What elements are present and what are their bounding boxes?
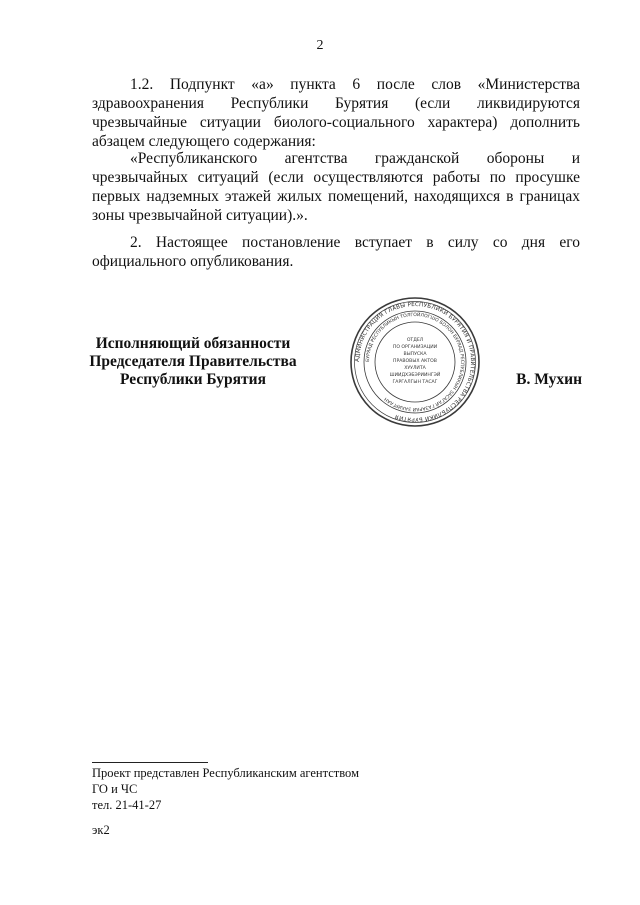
page-number: 2 xyxy=(316,38,324,53)
paragraph-effective-date: 2. Настоящее постановление вступает в силу со дня его официального опубликования. xyxy=(92,234,580,270)
stamp-center-text: ШИИДХЭБЭРИИНГЭЙ xyxy=(389,373,441,378)
stamp-outer-text: АДМИНИСТРАЦИЯ ГЛАВЫ РЕСПУБЛИКИ БУРЯТИЯ И ПРАВИТЕЛЬСТВА РЕСПУБЛИКИ БУРЯТИЯ xyxy=(354,301,476,423)
footnote-line: тел. 21-41-27 xyxy=(92,798,162,812)
signatory-title-line: Исполняющий обязанности xyxy=(95,335,291,352)
footnote-line: Проект представлен Республиканским агентством xyxy=(92,766,359,780)
signatory-name: В. Мухин xyxy=(516,371,582,388)
paragraph-quote: «Республиканского агентства гражданской обороны и чрезвычайных ситуаций (если осуществляются работы по просушке первых надземных этажей жилых помещений, находящихся в границах зоны чрезвычайной ситуации).». xyxy=(92,150,580,224)
footnote xyxy=(92,765,359,813)
signatory-title xyxy=(80,335,306,389)
footnote-divider xyxy=(92,762,208,763)
signatory-title-line: Председателя Правительства xyxy=(89,353,297,370)
stamp-center-text: ПРАВОВЫХ АКТОВ xyxy=(393,359,437,364)
document-code: эк2 xyxy=(92,823,110,837)
footnote-line: ГО и ЧС xyxy=(92,782,138,796)
stamp-center-text: ОТДЕЛ xyxy=(406,338,424,343)
stamp-center-text: ВЫПУСКА xyxy=(403,352,427,357)
paragraph-amendment: 1.2. Подпункт «а» пункта 6 после слов «Министерства здравоохранения Республики Бурятия (если ликвидируются чрезвычайные ситуации биолого-социального характера) дополнить абзацем следующего содержания: xyxy=(92,76,580,150)
stamp-center-text: ХУУЛИТА xyxy=(404,366,426,371)
signatory-title-line: Республики Бурятия xyxy=(120,371,266,388)
official-seal-stamp xyxy=(349,296,481,428)
stamp-center-text: ГАРГАЛГЫН ТАСАГ xyxy=(392,380,438,385)
stamp-center-text: ПО ОРГАНИЗАЦИИ xyxy=(392,345,438,350)
stamp-inner-text: БУРЯАД РЕСПУБЛИКЫН ТОЛГОЙЛОГШО БОЛОН БУРЯАД РЕСПУБЛИКЫН ЗАСАГАЙ ГАЗАРАЙ ЗАХИРГААН xyxy=(365,312,465,412)
